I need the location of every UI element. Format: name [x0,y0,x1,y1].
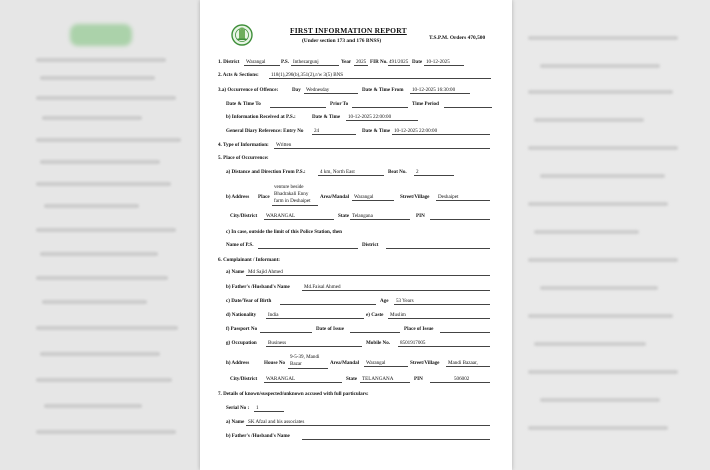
complainant-street-label: Street/Village [410,360,440,366]
blurred-text-line [540,64,660,68]
pin-label: PIN [416,213,425,219]
mobile-no-label: Mobile No. [366,340,391,346]
blurred-text-line [540,286,658,290]
district-label: 1. District [218,59,240,65]
place-value-line3: farm in Deshaipet [274,198,311,204]
document-title: FIRST INFORMATION REPORT [290,26,407,35]
blurred-emblem-left [70,24,132,46]
info-received-label: b) Information Received at P.S.: [226,114,296,120]
occupation-label: g) Occupation [226,340,257,346]
blurred-text-line [36,378,172,382]
blurred-text-line [40,160,160,164]
background-left [0,0,200,470]
pin-underline [430,219,490,220]
date-time-to-underline [270,107,326,108]
occurrence-label: 3.a) Occurrence of Offence: [218,87,279,93]
complainant-state-underline [360,382,410,383]
blurred-text-line [44,204,139,208]
serial-no-underline [254,411,284,412]
complainant-state-label: State [346,376,358,382]
state-label: State [338,213,350,219]
complainant-pin-underline [430,382,490,383]
occurrence-day-underline [304,93,358,94]
prior-to-label: Prior To [330,101,349,107]
outside-district-label: District [362,242,379,248]
date-of-issue-label: Date of Issue [316,326,345,332]
blurred-text-line [534,230,639,234]
place-label: Place [258,194,270,200]
blurred-text-line [42,116,142,120]
complainant-area-underline [364,366,408,367]
place-value-line2: Bhadrakali Enny [274,191,309,197]
date-time-to-label: Date & Time To [226,101,261,107]
name-of-ps-label: Name of P.S. [226,242,254,248]
age-label: Age [380,298,389,304]
street-village-value: Deshaipet [438,194,459,200]
street-village-underline [436,200,490,201]
occurrence-from-underline [410,93,470,94]
area-mandal-label: Area/Mandal [320,194,350,200]
state-value: Telangana [352,213,373,219]
blurred-text-line [36,182,171,186]
distance-direction-underline [318,175,384,176]
city-district-label: City/District [230,213,258,219]
prior-to-underline [352,107,408,108]
distance-direction-value: 4 km, North East [320,169,355,175]
occupation-underline [266,346,362,347]
mobile-no-value: 8501917005 [400,340,426,346]
general-diary-dt-underline [392,134,490,135]
complainant-state-value: TELANGANA [362,376,394,382]
nationality-label: d) Nationality [226,312,257,318]
area-mandal-underline [352,200,394,201]
complainant-name-label: a) Name [226,269,245,275]
accused-father-underline [302,439,490,440]
info-type-label: 4. Type of Information: [218,142,269,148]
acts-sections-underline [269,78,491,79]
fir-no-underline [388,65,410,66]
place-value-line1: venture beside [274,184,304,190]
house-no-underline [288,368,328,369]
house-no-value-line2: Bazar [290,361,302,367]
blurred-text-line [36,138,181,142]
blurred-text-line [528,370,678,374]
blurred-text-line [528,258,678,262]
outside-limit-label: c) In case, outside the limit of this Police Station, then [226,229,343,235]
info-received-dt-value: 10-12-2025 22:00:00 [348,114,392,120]
blurred-text-line [528,426,668,430]
complainant-name-value: Md Sajid Ahmed [248,269,283,275]
street-village-label: Street/Village [400,194,430,200]
complainant-father-value: Md.Faisal Ahmed [304,284,341,290]
district-underline [244,65,280,66]
time-period-underline [444,107,492,108]
info-received-dt-label: Date & Time [312,114,341,120]
date-of-issue-underline [350,332,400,333]
state-emblem-icon [231,23,253,49]
serial-no-value: 1 [256,405,259,411]
complainant-name-underline [246,275,490,276]
fir-no-label: FIR No. [370,59,388,65]
info-type-value: Written [276,142,292,148]
passport-no-label: f) Passport No [226,326,258,332]
accused-name-value: SK Afzal and his associates [248,419,305,425]
ps-underline [291,65,339,66]
accused-details-label: 7. Details of known/suspected/unknown accused with full particulars: [218,391,369,397]
caste-label: e) Caste [366,312,384,318]
blurred-text-line [528,202,668,206]
fir-date-label: Date [412,59,423,65]
general-diary-entry-value: 24 [314,128,320,134]
year-value: 2025 [356,59,367,65]
acts-sections-label: 2. Acts & Sections: [218,72,259,78]
beat-no-value: 2 [416,169,419,175]
info-received-dt-underline [346,120,418,121]
general-diary-label: General Diary Reference: Entry No [226,128,304,134]
serial-no-label: Serial No : [226,405,250,411]
info-type-underline [274,148,490,149]
nationality-value: India [268,312,279,318]
complainant-city-label: City/District [230,376,258,382]
place-of-occurrence-label: 5. Place of Occurrence: [218,155,269,161]
blurred-text-line [528,314,673,318]
passport-no-underline [260,332,312,333]
blurred-text-line [40,76,155,80]
year-label: Year [341,59,352,65]
blurred-text-line [540,398,660,402]
blurred-text-line [36,326,178,330]
dob-label: c) Date/Year of Birth [226,298,272,304]
beat-no-label: Beat No. [388,169,407,175]
accused-name-underline [246,425,490,426]
state-underline [350,219,410,220]
complainant-label: 6. Complainant / Informant: [218,257,280,263]
complainant-street-value: Mandi Bazaar, [448,360,478,366]
occurrence-from-label: Date & Time From [362,87,404,93]
caste-underline [388,318,490,319]
complainant-pin-value: 506002 [454,376,470,382]
fir-document-page [200,0,512,470]
fir-date-underline [424,65,464,66]
accused-name-label: a) Name [226,419,245,425]
ps-value: Inthezargunj [293,59,319,65]
place-of-issue-label: Place of Issue [404,326,434,332]
time-period-label: Time Period [412,101,439,107]
caste-value: Muslim [390,312,406,318]
complainant-father-label: b) Father's /Husband's Name [226,284,290,290]
distance-direction-label: a) Distance and Direction From P.S.: [226,169,306,175]
house-no-value-line1: 9-5-39, Mandi [290,354,320,360]
complainant-area-label: Area/Mandal [330,360,360,366]
city-district-value: WARANGAL [266,213,296,219]
complainant-address-label: h) Address [226,360,250,366]
area-mandal-value: Warangal [354,194,374,200]
accused-father-label: b) Father's /Husband's Name [226,433,290,439]
complainant-city-value: WARANGAL [266,376,296,382]
fir-date-value: 10-12-2025 [426,59,450,65]
blurred-text-line [36,228,176,232]
dob-underline [280,304,376,305]
age-value: 53 Years [396,298,414,304]
blurred-text-line [44,404,142,408]
house-no-label: House No [264,360,286,366]
blurred-text-line [540,174,665,178]
age-underline [394,304,490,305]
address-label: b) Address [226,194,250,200]
complainant-city-underline [264,382,342,383]
general-diary-entry-underline [312,134,356,135]
blurred-text-line [528,90,673,94]
blurred-text-line [528,146,678,150]
blurred-text-line [534,118,644,122]
complainant-area-value: Warangal [366,360,386,366]
year-underline [354,65,368,66]
district-value: Warangal [246,59,266,65]
mobile-no-underline [398,346,490,347]
occurrence-day-value: Wednesday [306,87,330,93]
blurred-text-line [534,342,646,346]
city-district-underline [264,219,334,220]
nationality-underline [266,318,364,319]
fir-no-value: 491/2025 [389,59,409,65]
general-diary-dt-value: 10-12-2025 22:00:00 [394,128,438,134]
ps-label: P.S. [281,59,290,65]
complainant-father-underline [302,290,490,291]
place-underline [272,205,318,206]
blurred-text-line [36,96,176,100]
blurred-text-line [42,300,147,304]
occurrence-from-value: 10-12-2025 16:30:00 [412,87,456,93]
acts-sections-value: 118(1),296(b),351(2),r/w 3(5) BNS [271,72,344,78]
occurrence-day-label: Day [292,87,301,93]
orders-reference: T.S.P.M. Orders 470,500 [429,35,486,41]
blurred-text-line [36,430,176,434]
beat-no-underline [414,175,454,176]
general-diary-dt-label: Date & Time [362,128,391,134]
occupation-value: Business [268,340,287,346]
blurred-text-line [40,352,160,356]
place-of-issue-underline [440,332,490,333]
name-of-ps-underline [258,248,358,249]
blurred-text-line [36,58,166,62]
outside-district-underline [386,248,490,249]
blurred-text-line [528,36,678,40]
blurred-text-line [40,252,158,256]
complainant-pin-label: PIN [414,376,423,382]
complainant-street-underline [446,366,490,367]
blurred-text-line [36,276,168,280]
document-subtitle: (Under section 173 and 176 BNSS) [302,38,382,44]
